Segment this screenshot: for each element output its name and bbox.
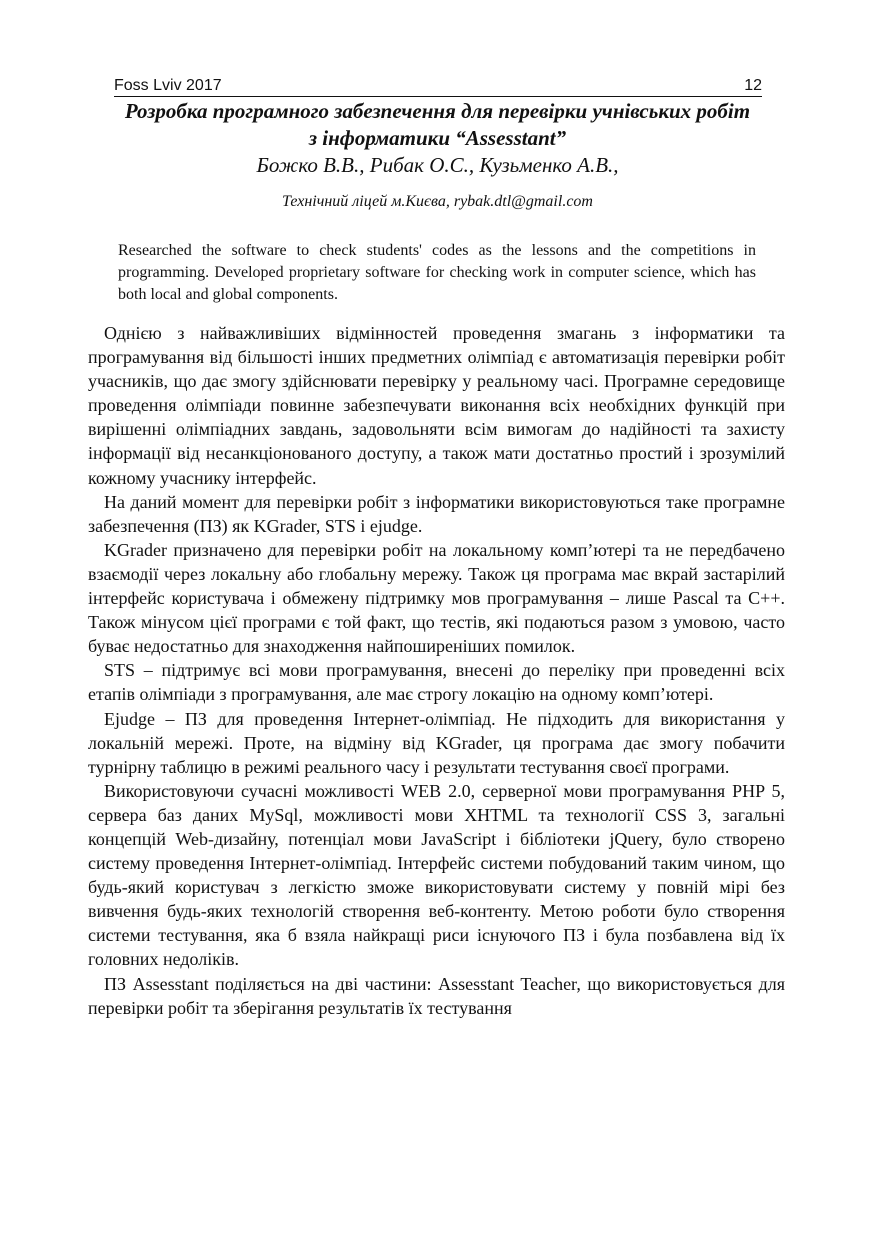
conference-name: Foss Lviv 2017 (114, 77, 222, 94)
paper-title (80, 98, 795, 152)
body-paragraph-1: Однією з найважливіших відмінностей проведення змагань з інформатики та програмування від більшості інших предметних олімпіад є автоматизація перевірки робіт учасників, що дає змогу здійснювати перевірку у реальному часі. Програмне середовище проведення олімпіади повинне забезпечувати виконання всіх необхідних функцій при вирішенні олімпіадних завдань, задовольняти всім вимогам до надійності та захисту інформації від несанкціонованого доступу, а також мати достатньо простий і зрозумілий кожному учаснику інтерфейс. (88, 323, 785, 488)
body-paragraph-7: ПЗ Assesstant поділяється на дві частини: Assesstant Teacher, що використовується для перевірки робіт та зберігання результатів їх тестування (88, 973, 785, 1018)
body-paragraph-2: На даний момент для перевірки робіт з інформатики використовуються таке програмне забезпечення (ПЗ) як KGrader, STS і ejudge. (88, 491, 785, 536)
paper-abstract: Researched the software to check students' codes as the lessons and the competitions in programming. Developed proprietary software for checking work in computer science, which has both local and global components. (118, 242, 756, 303)
paper-affiliation: Технічний ліцей м.Києва, rybak.dtl@gmail.com (282, 193, 593, 210)
page-number: 12 (744, 77, 762, 94)
paper-body (88, 321, 785, 1020)
body-paragraph-6: Використовуючи сучасні можливості WEB 2.0, серверної мови програмування PHP 5, сервера баз даних MySql, можливості мови XHTML та технології CSS 3, загальні концепцій Web-дизайну, потенціал мови JavaScript і бібліотеки jQuery, було створено систему проведення Інтернет-олімпіад. Інтерфейс системи побудований таким чином, що будь-який користувач з легкістю зможе використовувати систему у повній мірі без вивчення будь-яких технологій створення веб-контенту. Метою роботи було створення системи тестування, яка б взяла найкращі риси існуючого ПЗ і була позбавлена від їх головних недоліків. (88, 780, 785, 970)
body-paragraph-3: KGrader призначено для перевірки робіт на локальному комп’ютері та не передбачено взаємодії через локальну або глобальну мережу. Також ця програма має вкрай застарілий інтерфейс користувача і обмежену підтримку мов програмування – лише Pascal та С++. Також мінусом цієї програми є той факт, що тестів, які подаються разом з умовою, часто буває недостатньо для знаходження найпоширеніших помилок. (88, 539, 785, 657)
running-header (114, 76, 762, 97)
paper-title-line-1: Розробка програмного забезпечення для перевірки учнівських робіт (124, 99, 751, 123)
body-paragraph-5: Ejudge – ПЗ для проведення Інтернет-олімпіад. Не підходить для використання у локальній мережі. Проте, на відміну від KGrader, ця програма дає змогу побачити турнірну таблицю в режимі реального часу і результати тестування своєї програми. (88, 708, 785, 777)
paper-title-line-2: з інформатики “Assesstant” (308, 126, 567, 150)
paper-authors: Божко В.В., Рибак О.С., Кузьменко А.В., (256, 153, 619, 177)
body-paragraph-4: STS – підтримує всі мови програмування, внесені до переліку при проведенні всіх етапів олімпіади з програмування, але має строгу локацію на одному комп’ютері. (88, 660, 785, 705)
